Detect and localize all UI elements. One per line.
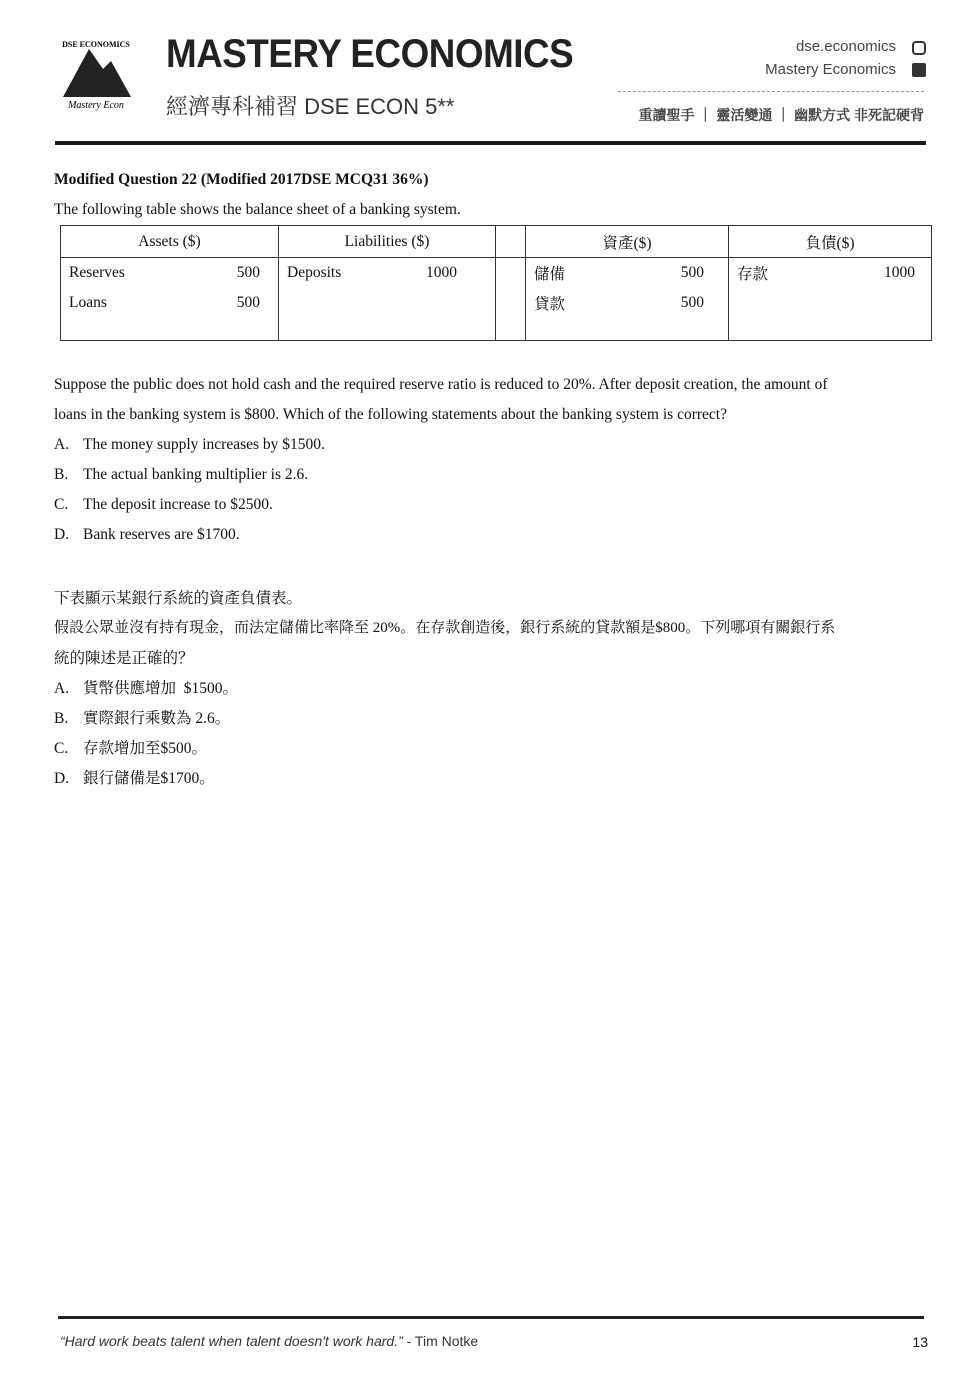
option-d: D. Bank reserves are $1700. [54, 526, 240, 543]
instagram-icon [912, 41, 926, 55]
question-intro-zh: 下表顯示某銀行系統的資產負債表。 [54, 590, 303, 607]
blank-cell [496, 258, 526, 341]
liabilities-zh-cell: 存款 1000 [729, 258, 932, 341]
option-c: C. The deposit increase to $2500. [54, 496, 273, 513]
option-d-zh: D. 銀行儲備是$1700。 [54, 770, 215, 787]
brand-subtitle: 經濟專科補習 DSE ECON 5** [166, 94, 455, 119]
brand-title: MASTERY ECONOMICS [166, 32, 574, 76]
logo [55, 35, 137, 115]
svg-text:DSE ECONOMICS: DSE ECONOMICS [62, 40, 130, 49]
header-rule [55, 141, 926, 145]
divider [618, 91, 924, 92]
assets-zh-cell: 儲備 500 貸款 500 [526, 258, 729, 341]
tagline: 重讀聖手 ｜ 靈活變通 ｜ 幽默方式 非死記硬背 [638, 107, 924, 123]
question-stem: Suppose the public does not hold cash and the required reserve ratio is reduced to 20%. After deposit creation, the amount of [54, 376, 828, 393]
header-liabilities-zh: 負債($) [729, 226, 932, 258]
header-assets: Assets ($) [61, 226, 279, 258]
question-stem-zh-2: 統的陳述是正確的？ [54, 650, 194, 667]
question-intro: The following table shows the balance sheet of a banking system. [54, 201, 461, 218]
page-number: 13 [912, 1334, 928, 1350]
footer-rule [58, 1316, 924, 1319]
question-title: Modified Question 22 (Modified 2017DSE MCQ31 36%) [54, 171, 429, 188]
liabilities-cell: Deposits 1000 [279, 258, 496, 341]
assets-cell: Reserves 500 Loans 500 [61, 258, 279, 341]
question-stem-2: loans in the banking system is $800. Which of the following statements about the banking system is correct? [54, 406, 727, 423]
youtube-icon [912, 63, 926, 77]
header-blank [496, 226, 526, 258]
youtube-channel: Mastery Economics [765, 61, 896, 78]
option-a-zh: A. 貨幣供應增加 $1500。 [54, 680, 239, 697]
balance-sheet-table [60, 225, 932, 341]
header-liabilities: Liabilities ($) [279, 226, 496, 258]
option-a: A. The money supply increases by $1500. [54, 436, 325, 453]
footer-quote: “Hard work beats talent when talent doesn't work hard.” - Tim Notke [60, 1333, 479, 1349]
option-b-zh: B. 實際銀行乘數為 2.6。 [54, 710, 231, 727]
svg-text:Mastery Econ: Mastery Econ [68, 100, 124, 111]
question-stem-zh: 假設公眾並沒有持有現金，而法定儲備比率降至 20%。在存款創造後，銀行系統的貸款額是$800。下列哪項有關銀行系 [54, 620, 836, 636]
instagram-handle: dse.economics [795, 38, 896, 55]
option-c-zh: C. 存款增加至$500。 [54, 740, 208, 757]
option-b: B. The actual banking multiplier is 2.6. [54, 466, 309, 483]
header-assets-zh: 資產($) [526, 226, 729, 258]
